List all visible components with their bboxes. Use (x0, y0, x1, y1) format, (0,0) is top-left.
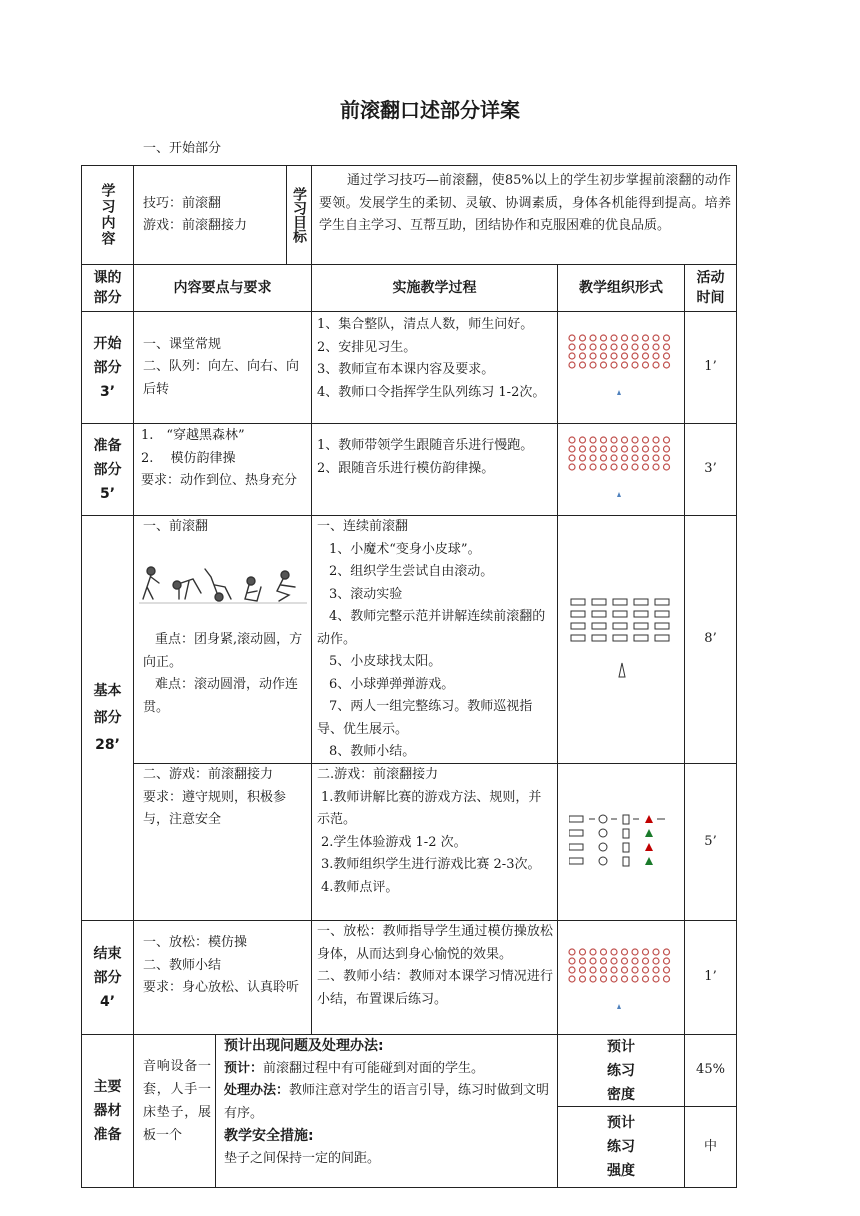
game-step: 3.教师组织学生进行游戏比赛 2-3次。 (321, 857, 541, 872)
student-marker (601, 344, 607, 350)
student-marker (580, 958, 586, 964)
student-marker (643, 958, 649, 964)
intensity-value: 中 (703, 1138, 717, 1154)
student-marker (611, 353, 617, 359)
handling-label: 处理办法： (224, 1083, 290, 1098)
student-marker (611, 949, 617, 955)
student-marker (569, 437, 575, 443)
student-marker (643, 344, 649, 350)
student-marker (664, 976, 670, 982)
roll-step: 一、连续前滚翻 (317, 519, 409, 534)
issues-title: 预计出现问题及处理办法: (224, 1038, 384, 1054)
start-part-cell (82, 312, 133, 423)
table-rule (81, 423, 737, 424)
student-marker (580, 949, 586, 955)
gymnast-figure (179, 579, 201, 599)
start-point: 一、课堂常规 (143, 336, 222, 352)
student-marker (580, 446, 586, 452)
team-marker (645, 829, 653, 837)
student-marker (580, 362, 586, 368)
end-point: 一、放松：模仿操 (143, 935, 248, 950)
student-marker (601, 464, 607, 470)
basic-sub1-focus (143, 629, 306, 719)
roll-step: 5、小皮球找太阳。 (329, 654, 442, 669)
basic-sub2-time: 5’ (704, 833, 717, 849)
student-marker (664, 353, 670, 359)
start-points-cell (143, 312, 306, 423)
student-marker (643, 362, 649, 368)
student-marker (590, 976, 596, 982)
density-label: 预计练习密度 (607, 1038, 635, 1103)
student-marker (622, 437, 628, 443)
game-point: 二、游戏：前滚翻接力 (143, 767, 274, 782)
equipment-text: 音响设备一套，人手一床垫子，展板一个 (143, 1059, 211, 1143)
student-marker (653, 958, 659, 964)
prep-part-label: 准备部分5’ (93, 437, 122, 502)
game-step: 1.教师讲解比赛的游戏方法、规则，并示范。 (317, 789, 542, 827)
student-marker (653, 362, 659, 368)
student-marker (632, 344, 638, 350)
student-marker (590, 949, 596, 955)
student-marker (664, 455, 670, 461)
team-marker (645, 857, 653, 865)
student-marker (601, 335, 607, 341)
student-marker (653, 976, 659, 982)
student-marker (643, 976, 649, 982)
student-marker (590, 437, 596, 443)
student-marker (611, 976, 617, 982)
student-marker (569, 976, 575, 982)
student-marker (580, 437, 586, 443)
student-marker (632, 353, 638, 359)
prep-step: 1、教师带领学生跟随音乐进行慢跑。 (317, 438, 534, 453)
start-step: 3、教师宣布本课内容及要求。 (317, 362, 495, 377)
goal-label: 学习目标 (291, 187, 307, 243)
student-marker (664, 446, 670, 452)
student-marker (580, 464, 586, 470)
student-marker (653, 464, 659, 470)
mat-marker (613, 635, 627, 641)
density-label-cell (558, 1035, 684, 1106)
safety-title: 教学安全措施: (224, 1128, 314, 1144)
mat-marker (655, 635, 669, 641)
mat-marker (634, 635, 648, 641)
student-marker (611, 335, 617, 341)
start-step: 1、集合整队，清点人数，师生问好。 (317, 317, 534, 332)
student-marker (590, 446, 596, 452)
student-marker (601, 976, 607, 982)
student-marker (590, 353, 596, 359)
student-marker (632, 362, 638, 368)
end-point: 要求：身心放松、认真聆听 (143, 980, 300, 995)
end-time: 1’ (704, 969, 717, 985)
student-marker (580, 344, 586, 350)
mat-marker (613, 623, 627, 629)
student-marker (632, 464, 638, 470)
prep-point: 2. 模仿韵律操 (141, 450, 236, 466)
mat-marker (634, 611, 648, 617)
table-rule (311, 165, 312, 264)
start-step: 4、教师口令指挥学生队列练习 1-2次。 (317, 384, 546, 400)
safety-text: 垫子之间保持一定的间距。 (224, 1150, 381, 1166)
mat-marker (569, 844, 583, 850)
intensity-label-cell (558, 1107, 684, 1187)
content-label: 学习内容 (99, 183, 116, 247)
student-marker (569, 446, 575, 452)
student-marker (601, 353, 607, 359)
start-point: 二、队列：向左、向右、向后转 (143, 359, 300, 397)
teacher-marker (619, 663, 625, 677)
start-formation-diagram (567, 333, 677, 403)
student-marker (611, 958, 617, 964)
student-marker (590, 967, 596, 973)
student-marker (611, 344, 617, 350)
mat-marker (655, 599, 669, 605)
basic-sub1-points (143, 516, 306, 539)
student-marker (643, 335, 649, 341)
student-marker (653, 335, 659, 341)
student-marker (643, 446, 649, 452)
student-marker (580, 353, 586, 359)
student-marker (664, 344, 670, 350)
student-marker (569, 362, 575, 368)
handling-text: 教师注意对学生的语言引导，练习时做到文明有序。 (224, 1083, 550, 1121)
table-border-bottom (81, 1187, 737, 1188)
prep-formation-diagram (567, 435, 677, 505)
game-point: 要求：遵守规则，积极参与，注意安全 (143, 789, 287, 827)
roll-step: 6、小球弹弹弹游戏。 (329, 676, 455, 692)
student-marker (622, 446, 628, 452)
student-marker (622, 464, 628, 470)
intensity-label: 预计练习强度 (607, 1115, 635, 1179)
student-marker (590, 335, 596, 341)
gymnast-figure (245, 585, 261, 601)
student-marker (653, 437, 659, 443)
col-part-label: 课的部分 (93, 270, 122, 306)
content-label-cell (82, 166, 133, 264)
gymnast-figure (277, 579, 295, 601)
end-step: 二、教师小结：教师对本课学习情况进行小结，布置课后练习。 (317, 969, 553, 1007)
forward-roll-illustration (139, 563, 307, 605)
cone-marker (599, 829, 607, 837)
content-line: 游戏：前滚翻接力 (143, 218, 248, 233)
mat-formation-diagram (567, 595, 677, 685)
mat-marker (592, 599, 606, 605)
prep-part-cell (82, 424, 133, 515)
cone-marker (599, 815, 607, 823)
density-value: 45% (696, 1062, 725, 1078)
cone-marker (599, 843, 607, 851)
student-marker (622, 362, 628, 368)
student-marker (643, 437, 649, 443)
mat-marker (569, 816, 583, 822)
mat-marker (571, 623, 585, 629)
student-marker (580, 967, 586, 973)
cone-marker (599, 857, 607, 865)
basic-part-label: 基本部分28’ (93, 682, 122, 753)
student-marker (643, 949, 649, 955)
student-marker (569, 344, 575, 350)
student-marker (601, 437, 607, 443)
col-organization-heading: 教学组织形式 (579, 279, 663, 296)
student-marker (653, 446, 659, 452)
content-line: 技巧：前滚翻 (143, 195, 222, 211)
student-marker (569, 949, 575, 955)
student-marker (569, 958, 575, 964)
student-marker (632, 455, 638, 461)
student-marker (601, 958, 607, 964)
mat-marker (569, 830, 583, 836)
equipment-label: 主要器材准备 (93, 1079, 122, 1143)
prep-time: 3’ (704, 461, 717, 477)
end-point: 二、教师小结 (143, 957, 222, 973)
student-marker (601, 455, 607, 461)
forecast-label: 预计： (224, 1060, 264, 1076)
prep-process-cell (317, 435, 553, 480)
student-marker (569, 353, 575, 359)
post-marker (623, 843, 629, 852)
student-marker (632, 335, 638, 341)
mat-marker (571, 635, 585, 641)
roll-step: 2、组织学生尝试自由滚动。 (329, 564, 494, 579)
student-marker (664, 437, 670, 443)
student-marker (653, 344, 659, 350)
teacher-marker (617, 390, 621, 395)
game-step: 4.教师点评。 (321, 879, 399, 895)
mat-marker (571, 599, 585, 605)
student-marker (590, 958, 596, 964)
basic-sub1-time: 8’ (704, 631, 717, 647)
student-marker (664, 335, 670, 341)
student-marker (632, 976, 638, 982)
end-formation-diagram (567, 947, 677, 1017)
student-marker (632, 967, 638, 973)
prep-step: 2、跟随音乐进行模仿韵律操。 (317, 460, 495, 476)
relay-formation-diagram (569, 813, 679, 873)
basic-part-cell (82, 516, 133, 920)
student-marker (664, 958, 670, 964)
student-marker (611, 967, 617, 973)
end-process-cell (317, 921, 553, 1011)
student-marker (622, 353, 628, 359)
student-marker (653, 455, 659, 461)
student-marker (632, 446, 638, 452)
gymnast-figure (215, 593, 223, 601)
post-marker (623, 815, 629, 824)
table-rule (133, 165, 134, 1188)
student-marker (622, 455, 628, 461)
mat-marker (655, 611, 669, 617)
gymnast-figure (143, 575, 159, 599)
forecast-text: 前滚翻过程中有可能碰到对面的学生。 (263, 1060, 485, 1076)
start-step: 2、安排见习生。 (317, 339, 417, 355)
gymnast-figure (281, 571, 289, 579)
start-part-label: 开始部分3’ (93, 335, 122, 400)
gymnast-figure (247, 577, 255, 585)
student-marker (601, 362, 607, 368)
roll-step: 4、教师完整示范并讲解连续前滚翻的动作。 (317, 609, 546, 647)
gymnast-figure (173, 581, 181, 589)
team-marker (645, 815, 653, 823)
table-rule (311, 264, 312, 1034)
student-marker (643, 353, 649, 359)
roll-step: 7、两人一组完整练习。教师巡视指导、优生展示。 (317, 699, 533, 737)
table-rule (557, 264, 558, 1034)
student-marker (653, 949, 659, 955)
col-time-heading (685, 265, 736, 311)
roll-step: 3、滚动实验 (329, 586, 403, 602)
table-border-right (736, 165, 737, 1188)
mat-marker (569, 858, 583, 864)
end-step: 一、放松：教师指导学生通过模仿操放松身体，从而达到身心愉悦的效果。 (317, 924, 553, 962)
post-marker (623, 857, 629, 866)
key-point: 重点：团身紧,滚动圆，方向正。 (143, 632, 303, 670)
student-marker (632, 949, 638, 955)
prep-points-cell (141, 425, 309, 493)
basic-sub1-process (317, 516, 553, 764)
mat-marker (634, 623, 648, 629)
game-step: 2.学生体验游戏 1-2 次。 (321, 834, 467, 850)
student-marker (622, 958, 628, 964)
student-marker (580, 335, 586, 341)
student-marker (580, 976, 586, 982)
mat-marker (592, 623, 606, 629)
student-marker (611, 464, 617, 470)
end-points-cell (143, 932, 309, 1000)
student-marker (664, 949, 670, 955)
mat-marker (613, 611, 627, 617)
student-marker (569, 335, 575, 341)
lesson-plan-table (81, 165, 737, 1188)
student-marker (664, 967, 670, 973)
student-marker (569, 967, 575, 973)
student-marker (611, 446, 617, 452)
end-part-cell (82, 921, 133, 1034)
mat-marker (634, 599, 648, 605)
student-marker (622, 976, 628, 982)
mat-marker (592, 635, 606, 641)
student-marker (590, 344, 596, 350)
start-time: 1’ (704, 359, 717, 375)
teacher-marker (617, 492, 621, 497)
page-title: 前滚翻口述部分详案 (340, 98, 520, 122)
student-marker (601, 967, 607, 973)
issues-cell (224, 1035, 554, 1170)
student-marker (622, 335, 628, 341)
mat-marker (613, 599, 627, 605)
game-step: 二.游戏：前滚翻接力 (317, 767, 439, 782)
col-points-heading: 内容要点与要求 (173, 279, 272, 296)
student-marker (632, 958, 638, 964)
gymnast-figure (147, 567, 155, 575)
student-marker (664, 362, 670, 368)
mat-marker (571, 611, 585, 617)
basic-sub2-process (317, 764, 553, 899)
difficulty-point: 难点：滚动圆滑，动作连贯。 (143, 677, 299, 715)
start-process-cell (317, 314, 553, 404)
content-cell (143, 166, 286, 264)
post-marker (623, 829, 629, 838)
end-part-label: 结束部分4’ (93, 945, 122, 1010)
mat-marker (655, 623, 669, 629)
team-marker (645, 843, 653, 851)
col-process-heading: 实施教学过程 (392, 279, 477, 296)
roll-step: 8、教师小结。 (329, 744, 416, 759)
student-marker (622, 967, 628, 973)
col-time-label: 活动时间 (696, 270, 725, 306)
student-marker (590, 362, 596, 368)
student-marker (611, 362, 617, 368)
roll-title: 一、前滚翻 (143, 519, 209, 534)
student-marker (664, 464, 670, 470)
basic-sub2-points (143, 764, 309, 832)
col-part-heading (82, 265, 133, 311)
student-marker (643, 967, 649, 973)
student-marker (611, 455, 617, 461)
section-heading: 一、开始部分 (143, 141, 222, 156)
goal-label-cell (287, 166, 311, 264)
teacher-marker (617, 1004, 621, 1009)
student-marker (653, 353, 659, 359)
student-marker (622, 949, 628, 955)
student-marker (580, 455, 586, 461)
table-rule (215, 1034, 216, 1187)
prep-point: 1. “穿越黑森林” (141, 428, 245, 443)
equipment-label-cell (82, 1035, 133, 1187)
goal-text: 通过学习技巧—前滚翻，使85%以上的学生初步掌握前滚翻的动作要领。发展学生的柔韧、灵敏、协调素质，身体各机能得到提高。培养学生自主学习、互帮互助，团结协作和克服困难的优良品质。 (319, 173, 731, 233)
student-marker (601, 949, 607, 955)
student-marker (632, 437, 638, 443)
student-marker (611, 437, 617, 443)
student-marker (653, 967, 659, 973)
student-marker (590, 464, 596, 470)
student-marker (622, 344, 628, 350)
student-marker (643, 464, 649, 470)
prep-point: 要求：动作到位、热身充分 (141, 473, 298, 488)
student-marker (590, 455, 596, 461)
student-marker (569, 455, 575, 461)
mat-marker (592, 611, 606, 617)
roll-step: 1、小魔术“变身小皮球”。 (329, 541, 481, 557)
student-marker (569, 464, 575, 470)
student-marker (643, 455, 649, 461)
student-marker (601, 446, 607, 452)
